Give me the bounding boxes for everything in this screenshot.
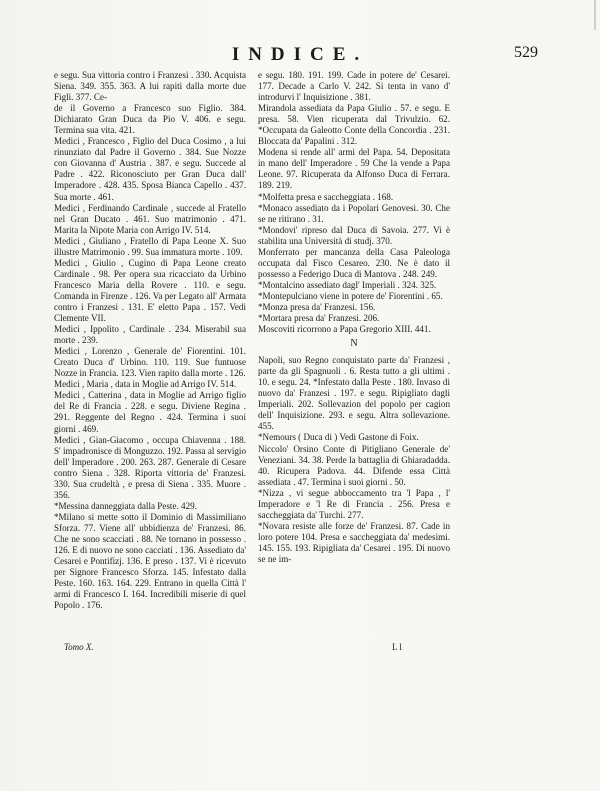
right-column (258, 70, 450, 565)
volume-signature: Tomo X. (64, 642, 94, 652)
left-column (54, 70, 246, 611)
index-entry: *Monza presa da' Franzesi. 156. (258, 301, 376, 312)
index-entry: *Mondovi' ripreso dal Duca di Savoia. 277. Vi è stabilita una Università di studj. 370. (258, 224, 450, 246)
index-entry: Niccolo' Orsino Conte di Pitigliano Generale de' Veneziani. 34. 38. Perde la battaglia di Ghiaradadda. 40. Ricupera Padova. 44. Difende essa Città assediata . 47. Termina i suoi giorni . 50. (258, 443, 450, 487)
index-entry: e segu. Sua vittoria contro i Franzesi . 330. Acquista Siena. 349. 355. 363. A lui rapiti dalla morte due Figli. 377. Ce- (54, 70, 246, 103)
index-entry: Modena si rende all' armi del Papa. 54. Depositata in mano dell' Imperadore . 59 Che la vende a Papa Leone. 97. Ricuperata da Alfonso Duca di Ferrara. 189. 219. (258, 147, 450, 191)
index-entry: Medici , Lorenzo , Generale de' Fiorentini. 101. Creato Duca d' Urbino. 110. 119. Sue funtuose Nozze in Francia. 123. Vien rapito dalla morte . 126. (54, 346, 246, 379)
index-entry: e segu. 180. 191. 199. Cade in potere de' Cesarei. 177. Decade a Carlo V. 242. Si tenta in vano d' introdurvi l' Inquisizione . 381. (258, 70, 450, 103)
gathering-signature: L l (392, 642, 402, 652)
index-entry: Medici , Francesco , Figlio del Duca Cosimo , a lui rinunziato dal Padre il Governo . 384. Sue Nozze con Giovanna d' Austria . 387. e segu. Succede al Padre . 422. Riconosciuto per Gran Duca dall' Imperadore . 428. 435. Sposa Bianca Capello . 437. Sua morte . 461. (54, 136, 246, 202)
index-entry: Medici , Catterina , data in Moglie ad Arrigo figlio del Re di Francia . 228. e segu. Diviene Regina . 291. Reggente del Regno . 424. Termina i suoi giorni . 469. (54, 390, 246, 434)
index-entry: Medici , Gian-Giacomo , occupa Chiavenna . 188. S' impadronisce di Monguzzo. 192. Passa al servigio dell' Imperadore . 200. 263. 287. Generale di Cesare contro Siena . 328. Riporta vittoria de' Franzesi. 330. Sua crudeltà , e presa di Siena . 335. Muore . 356. (54, 434, 246, 500)
running-title: INDICE. (231, 44, 369, 65)
section-letter: N (350, 338, 358, 350)
index-entry: Moscoviti ricorrono a Papa Gregorio XIII. 441. (258, 324, 431, 335)
index-entry: Medici , Ippolito , Cardinale . 234. Miserabil sua morte . 239. (54, 324, 246, 346)
index-entry: Monferrato per mancanza della Casa Paleologa occupata dal Fisco Cesareo. 230. Ne è dato il possesso a Federigo Duca di Mantova . 248. 249. (258, 246, 450, 279)
index-entry: *Milano si mette sotto il Dominio di Massimiliano Sforza. 77. Viene all' ubbidienza de' Franzesi. 86. Che ne sono scacciati . 88. Ne tornano in possesso . 126. E di nuovo ne sono cacciati . 136. Assediato da' Cesarei e Pontifizj. 136. E preso . 137. Vi è ricevuto per Signore Francesco Sforza. 145. Infestato dalla Peste. 160. 163. 164. 229. Entrano in quella Città l' armi di Francesco I. 164. Incredibili miserie di quel Popolo . 176. (54, 511, 246, 611)
index-entry: *Montepulciano viene in potere de' Fiorentini . 65. (258, 290, 443, 301)
page-number: 529 (514, 44, 538, 61)
index-entry: *Nizza , vi segue abboccamento tra 'l Papa , l' Imperadore e 'l Re di Francia . 256. Presa e saccheggiata da' Turchi. 277. (258, 487, 450, 520)
index-entry: Medici , Ferdinando Cardinale , succede al Fratello nel Gran Ducato . 461. Suo matrimonio . 471. Marita la Nipote Maria con Arrigo IV. 514. (54, 202, 246, 235)
index-entry: *Montalcino assediato dagl' Imperiali . 324. 325. (258, 279, 437, 290)
index-entry: *Novara resiste alle forze de' Franzesi. 87. Cade in loro potere 104. Presa e saccheggiata da' medesimi. 145. 155. 193. Ripigliata da' Cesarei . 195. Di nuovo se ne im- (258, 520, 450, 564)
index-entry: de il Governo a Francesco suo Figlio. 384. Dichiarato Gran Duca da Pio V. 406. e segu. Termina sua vita. 421. (54, 103, 246, 136)
index-entry: *Monaco assediato da i Popolari Genovesi. 30. Che se ne ritirano . 31. (258, 202, 450, 224)
index-entry: *Molfetta presa e saccheggiata . 168. (258, 191, 394, 202)
index-entry: Medici , Giulio , Cugino di Papa Leone creato Cardinale . 98. Per opera sua ricacciato da Urbino Francesco Maria della Rovere . 110. e segu. Comanda in Firenze . 126. Va per Legato all' Armata contro i Franzesi . 131. E' eletto Papa . 157. Vedi Clemente VII. (54, 257, 246, 324)
section-n-entries (258, 355, 450, 565)
index-entry: *Mortara presa da' Franzesi. 206. (258, 313, 380, 324)
index-entry: Medici , Maria , data in Moglie ad Arrigo IV. 514. (54, 379, 237, 390)
index-entry: Medici , Giuliano , Fratello di Papa Leone X. Suo illustre Matrimonio . 99. Sua immatura morte . 109. (54, 235, 246, 257)
page-edge-mark (594, 0, 596, 30)
index-entry: Napoli, suo Regno conquistato parte da' Franzesi , parte da gli Spagnuoli . 6. Resta tutto a gli ultimi . 10. e segu. 24. *Infestato dalla Peste . 180. Invaso di nuovo da' Franzesi . 197. e segu. Ripigliato dagli Imperiali. 202. Sollevazion del popolo per cagion dell' Inquisizione. 293. e segu. Altra sollevazione. 455. (258, 355, 450, 432)
index-entry: *Messina danneggiata dalla Peste. 429. (54, 500, 197, 511)
index-entry: Mirandola assediata da Papa Giulio . 57. e segu. E presa. 58. Vien ricuperata dal Trivulzio. 62. *Occupata da Galeotto Conte della Concordia . 231. Bloccata da' Papalini . 312. (258, 103, 450, 147)
index-entry: *Nemours ( Duca di ) Vedi Gastone di Foix. (258, 432, 419, 443)
